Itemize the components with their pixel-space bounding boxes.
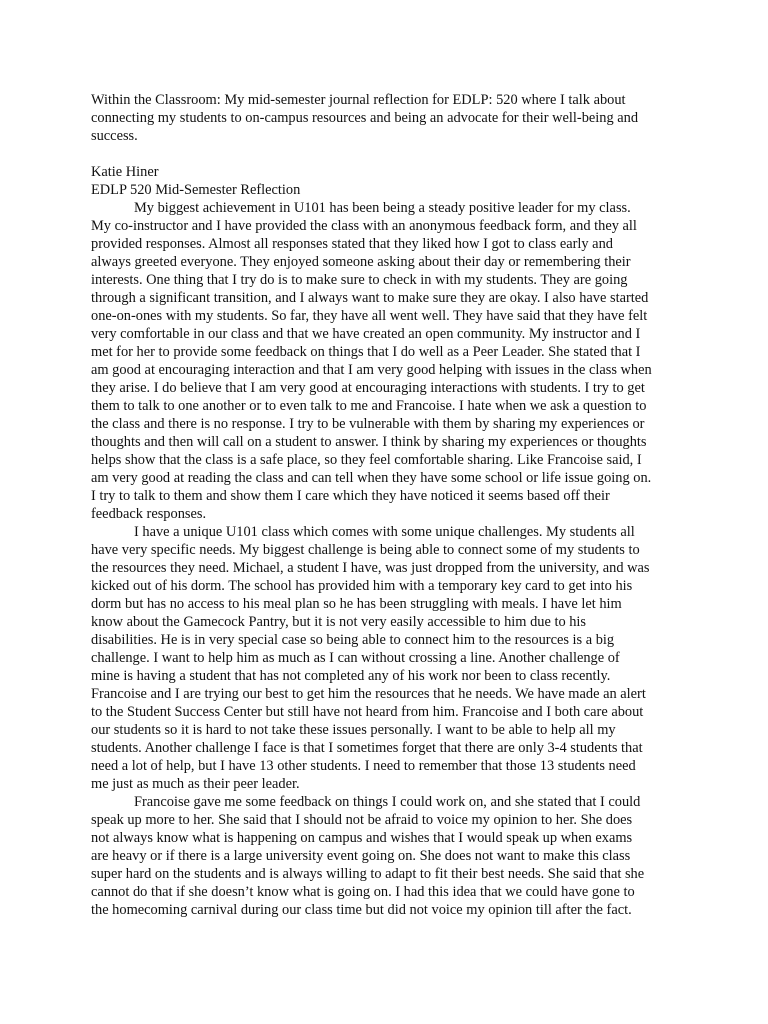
paragraph-line: to the Student Success Center but still have not heard from him. Francoise and I both care about	[91, 704, 644, 720]
paragraph-line: am very good at reading the class and can tell when they have some school or life issue going on.	[91, 470, 652, 486]
paragraph-line: always greeted everyone. They enjoyed someone asking about their day or remembering their	[91, 254, 631, 270]
document-text	[91, 91, 691, 919]
paragraph-line: have very specific needs. My biggest challenge is being able to connect some of my students to	[91, 542, 640, 558]
paragraph-line: super hard on the students and is always willing to adapt to fit their best needs. She said that she	[91, 866, 645, 882]
paragraph-line: My co-instructor and I have provided the class with an anonymous feedback form, and they all	[91, 218, 637, 234]
paragraph-line: speak up more to her. She said that I should not be afraid to voice my opinion to her. She does	[91, 812, 633, 828]
paragraph-line: not always know what is happening on campus and wishes that I would speak up when exams	[91, 830, 633, 846]
intro-line: success.	[91, 128, 138, 144]
paragraph-line: challenge. I want to help him as much as I can without crossing a line. Another challenge of	[91, 650, 620, 666]
paragraph-line: met for her to provide some feedback on things that I do well as a Peer Leader. She stated that I	[91, 344, 641, 360]
paragraph-line: students. Another challenge I face is that I sometimes forget that there are only 3-4 students that	[91, 740, 643, 756]
paragraph-challenges	[91, 523, 691, 793]
paragraph-line: they arise. I do believe that I am very good at encouraging interactions with students. I try to get	[91, 380, 645, 396]
paragraph-line: one-on-ones with my students. So far, they have all went well. They have said that they have felt	[91, 308, 648, 324]
paragraph-line: My biggest achievement in U101 has been being a steady positive leader for my class.	[134, 200, 631, 216]
paragraph-line: know about the Gamecock Pantry, but it is not very easily accessible to him due to his	[91, 614, 587, 630]
intro-line: connecting my students to on-campus resources and being an advocate for their well-being and	[91, 110, 639, 126]
intro-statement	[91, 91, 691, 145]
document-title: EDLP 520 Mid-Semester Reflection	[91, 182, 301, 198]
paragraph-line: helps show that the class is a safe place, so they feel comfortable sharing. Like Francoise said, I	[91, 452, 642, 468]
paragraph-line: need a lot of help, but I have 13 other students. I need to remember that those 13 students need	[91, 758, 636, 774]
paragraph-line: mine is having a student that has not completed any of his work nor been to class recently.	[91, 668, 611, 684]
paragraph-line: me just as much as their peer leader.	[91, 776, 300, 792]
paragraph-line: our students so it is hard to not take these issues personally. I want to be able to help all my	[91, 722, 616, 738]
paragraph-line: them to talk to one another or to even talk to me and Francoise. I hate when we ask a question to	[91, 398, 647, 414]
paragraph-line: am good at encouraging interaction and that I am very good helping with issues in the class when	[91, 362, 652, 378]
paragraph-line: I have a unique U101 class which comes with some unique challenges. My students all	[134, 524, 635, 540]
document-heading	[91, 163, 691, 199]
paragraph-line: provided responses. Almost all responses stated that they liked how I got to class early and	[91, 236, 613, 252]
paragraph-line: thoughts and then will call on a student to answer. I think by sharing my experiences or thoughts	[91, 434, 647, 450]
author-name: Katie Hiner	[91, 164, 159, 180]
paragraph-line: interests. One thing that I try do is to make sure to check in with my students. They are going	[91, 272, 628, 288]
paragraph-line: Francoise and I are trying our best to get him the resources that he needs. We have made an alert	[91, 686, 646, 702]
paragraph-line: Francoise gave me some feedback on things I could work on, and she stated that I could	[134, 794, 641, 810]
paragraph-line: I try to talk to them and show them I care which they have noticed it seems based off their	[91, 488, 610, 504]
paragraph-line: disabilities. He is in very special case so being able to connect him to the resources is a big	[91, 632, 615, 648]
paragraph-line: very comfortable in our class and that we have created an open community. My instructor and I	[91, 326, 641, 342]
paragraph-feedback	[91, 793, 691, 919]
paragraph-line: the homecoming carnival during our class time but did not voice my opinion till after the fact.	[91, 902, 632, 918]
paragraph-achievement	[91, 199, 691, 523]
paragraph-line: through a significant transition, and I always want to make sure they are okay. I also have started	[91, 290, 649, 306]
intro-line: Within the Classroom: My mid-semester journal reflection for EDLP: 520 where I talk about	[91, 92, 626, 108]
paragraph-line: feedback responses.	[91, 506, 207, 522]
paragraph-line: the class and there is no response. I try to be vulnerable with them by sharing my experiences or	[91, 416, 645, 432]
paragraph-line: cannot do that if she doesn’t know what is going on. I had this idea that we could have gone to	[91, 884, 635, 900]
paragraph-line: kicked out of his dorm. The school has provided him with a temporary key card to get into his	[91, 578, 633, 594]
paragraph-line: the resources they need. Michael, a student I have, was just dropped from the university, and was	[91, 560, 650, 576]
paragraph-line: dorm but has no access to his meal plan so he has been struggling with meals. I have let him	[91, 596, 622, 612]
paragraph-line: are heavy or if there is a large university event going on. She does not want to make this class	[91, 848, 631, 864]
blank-line	[91, 145, 691, 163]
